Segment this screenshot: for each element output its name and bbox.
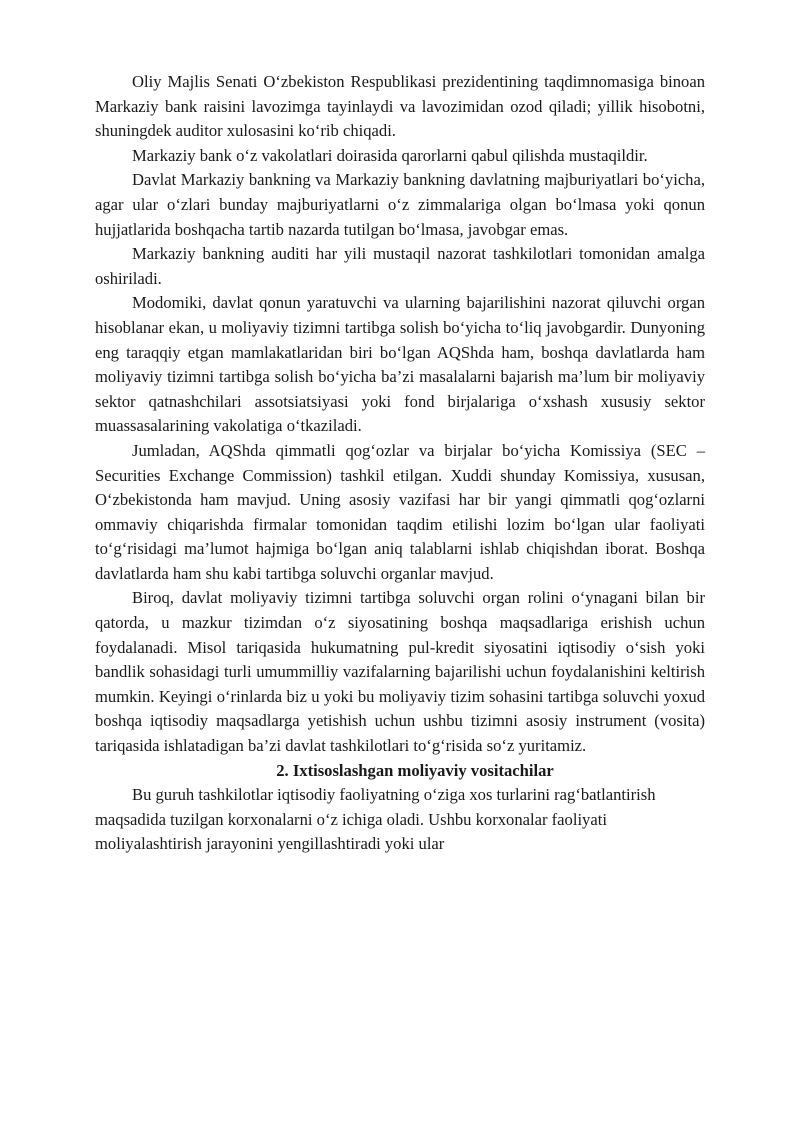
- paragraph-central-bank-senate: Oliy Majlis Senati O‘zbekiston Respublikasi prezidentining taqdimnomasiga binoan Markaziy bank raisini lavozimga tayinlaydi va lavozimidan ozod qiladi; yillik hisobotni, shuningdek auditor xulosasini ko‘rib chiqadi.: [95, 72, 705, 141]
- document-page: [95, 70, 705, 857]
- paragraph-specialized-intermediaries: Bu guruh tashkilotlar iqtisodiy faoliyatning o‘ziga xos turlarini rag‘batlantirish maqsadida tuzilgan korxonalarni o‘z ichiga oladi. Ushbu korxonalar faoliyati moliyalashtirish jarayonini yengillashtiradi yoki ular: [95, 785, 656, 854]
- paragraph-central-bank-audit: Markaziy bankning auditi har yili mustaqil nazorat tashkilotlari tomonidan amalga oshiriladi.: [95, 244, 705, 288]
- paragraph-state-regulation: Modomiki, davlat qonun yaratuvchi va ularning bajarilishini nazorat qiluvchi organ hisoblanar ekan, u moliyaviy tizimni tartibga solish bo‘yicha to‘liq javobgardir. Dunyoning eng taraqqiy etgan mamlakatlaridan biri bo‘lgan AQShda ham, boshqa davlatlarda ham moliyaviy tizimni tartibga solish bo‘yicha ba’zi masalalarni bajarish ma’lum bir moliyaviy sektor qatnashchilari assotsiatsiyasi yoki fond birjalariga o‘xshash xususiy sektor muassasalarining vakolatiga o‘tkaziladi.: [95, 293, 705, 436]
- paragraph-state-policy-goals: Biroq, davlat moliyaviy tizimni tartibga soluvchi organ rolini o‘ynagani bilan bir qatorda, u mazkur tizimdan o‘z siyosatining boshqa maqsadlariga erishish uchun foydalanadi. Misol tariqasida hukumatning pul-kredit siyosatini iqtisodiy o‘sish yoki bandlik sohasidagi turli umummilliy vazifalarning bajarilishi uchun foydalanishini keltirish mumkin. Keyingi o‘rinlarda biz u yoki bu moliyaviy tizim sohasini tartibga soluvchi yoxud boshqa iqtisodiy maqsadlarga yetishish uchun ushbu tizimni asosiy instrument (vosita) tariqasida ishlatadigan ba’zi davlat tashkilotlari to‘g‘risida so‘z yuritamiz.: [95, 588, 705, 756]
- section-heading: 2. Ixtisoslashgan moliyaviy vositachilar: [276, 760, 554, 780]
- paragraph-state-liability: Davlat Markaziy bankning va Markaziy bankning davlatning majburiyatlari bo‘yicha, agar ular o‘zlari bunday majburiyatlarni o‘z zimmalariga olgan bo‘lmasa yoki qonun hujjatlarida boshqacha tartib nazarda tutilgan bo‘lmasa, javobgar emas.: [95, 170, 705, 239]
- paragraph-central-bank-independence: Markaziy bank o‘z vakolatlari doirasida qarorlarni qabul qilishda mustaqildir.: [132, 145, 648, 165]
- paragraph-sec-commission: Jumladan, AQShda qimmatli qog‘ozlar va birjalar bo‘yicha Komissiya (SEC – Securities Exchange Commission) tashkil etilgan. Xuddi shunday Komissiya, xususan, O‘zbekistonda ham mavjud. Uning asosiy vazifasi har bir yangi qimmatli qog‘ozlarni ommaviy chiqarishda firmalar tomonidan taqdim etilishi lozim bo‘lgan ular faoliyati to‘g‘risidagi ma’lumot hajmiga bo‘lgan aniq talablarni ishlab chiqishdan iborat. Boshqa davlatlarda ham shu kabi tartibga soluvchi organlar mavjud.: [95, 440, 705, 583]
